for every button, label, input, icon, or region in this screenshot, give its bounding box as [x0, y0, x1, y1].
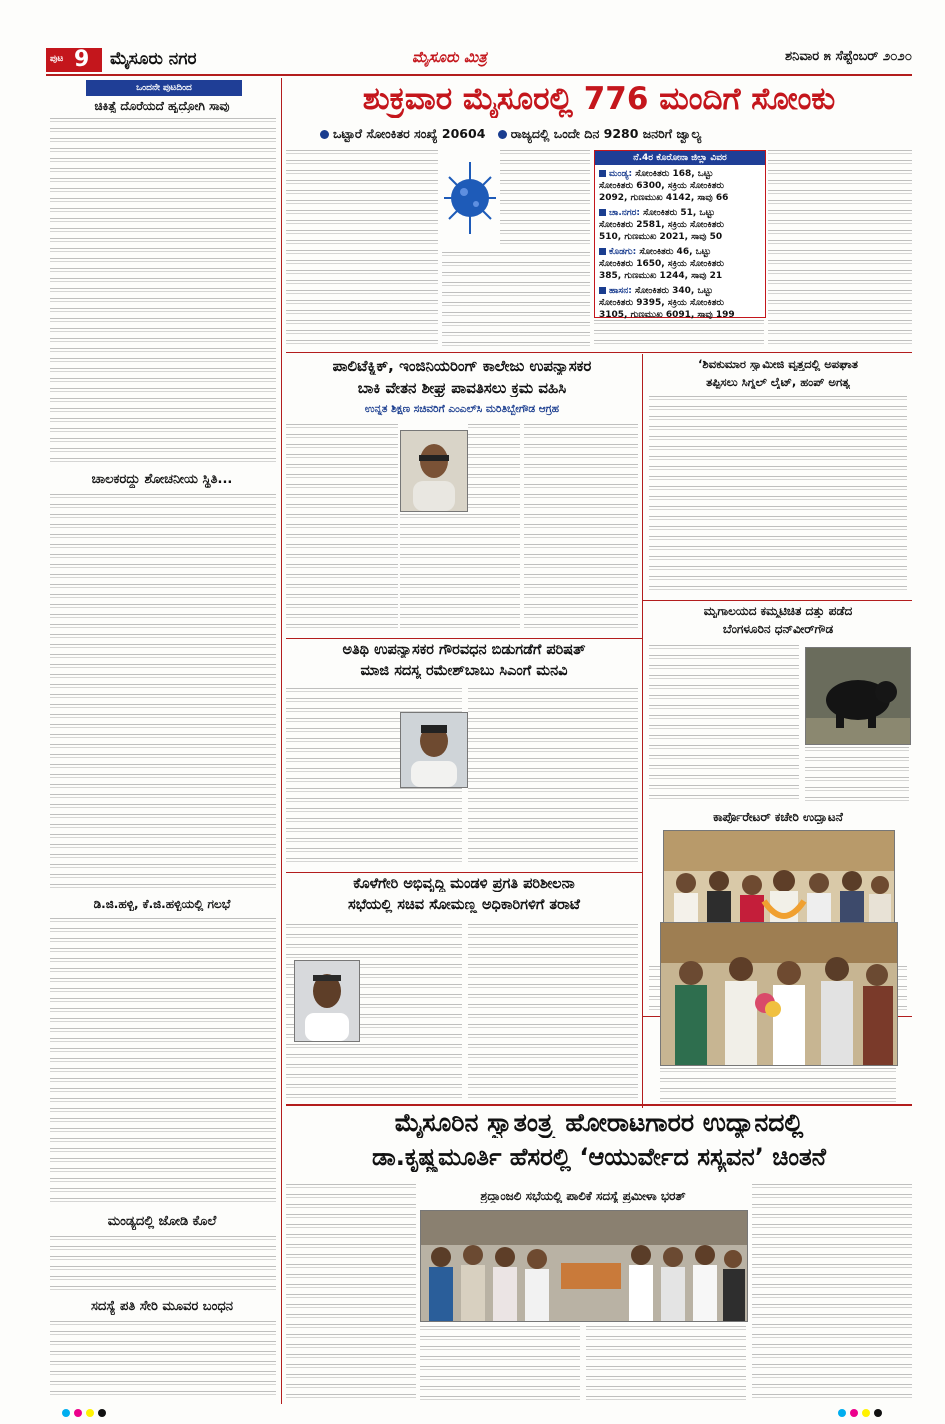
district-stats-box: [594, 150, 766, 318]
registration-mark: [850, 1409, 858, 1417]
rameshbabu-portrait: [400, 712, 468, 788]
zoo-title-1: ಮೃಗಾಲಯದ ಕಮ್ಮಟಿಚಿತ ದತ್ತು ಪಡೆದ: [703, 605, 853, 618]
stat-row: ಕೊಡಗು: ಸೋಂಕಿತರು 46, ಒಟ್ಟು ಸೋಂಕಿತರು 1650, ಸಕ್ರಿಯ ಸೋಂಕಿತರು 385, ಗುಣಮುಖ 1244, ಸಾವು 21: [599, 247, 725, 281]
masthead: [46, 46, 912, 74]
section-name: ಮೈಸೂರು ನಗರ: [110, 49, 197, 69]
bottom-body-col2: [420, 1326, 580, 1404]
story-body: [50, 1236, 276, 1294]
poly-body-col2: [400, 514, 520, 634]
story-body: [50, 494, 276, 890]
registration-mark: [838, 1409, 846, 1417]
registration-mark: [862, 1409, 870, 1417]
stat-row: ಹಾಸನ: ಸೋಂಕಿತರು 340, ಒಟ್ಟು ಸೋಂಕಿತರು 9395, ಸಕ್ರಿಯ ಸೋಂಕಿತರು 3105, ಗುಣಮುಖ 6091, ಸಾವು 199: [599, 286, 735, 320]
lead-headline-prefix: ಶುಕ್ರವಾರ ಮೈಸೂರಲ್ಲಿ: [362, 81, 584, 117]
corporator-title: ಕಾರ್ಪೊರೇಟರ್ ಕಚೇರಿ ಉದ್ಘಾಟನೆ: [713, 811, 843, 824]
story-body: [50, 918, 276, 1208]
tribute-title: ಶ್ರದ್ಧಾಂಜಲಿ ಸಭೆಯಲ್ಲಿ ಪಾಲಿಕೆ ಸದಸ್ಯೆ ಪ್ರಮೀಳಾ ಭರತ್: [480, 1190, 686, 1203]
lead-body-col4: [768, 150, 912, 346]
felicitation-caption: [660, 1068, 896, 1104]
page-label: ಪುಟ: [50, 54, 64, 64]
page-number-badge: [46, 48, 102, 72]
slum-title-1: ಕೊಳೆಗೇರಿ ಅಭಿವೃದ್ಧಿ ಮಂಡಳಿ ಪ್ರಗತಿ ಪರಿಶೀಲನಾ: [353, 876, 575, 892]
lecturers-title-2: ಮಾಜಿ ಸದಸ್ಯ ರಮೇಶ್‌ಬಾಬು ಸಿಎಂಗೆ ಮನವಿ: [360, 663, 568, 679]
stats-box-title: ನೆ.4ರ ಕೊರೋನಾ ಜಿಲ್ಲಾ ವಿವರ: [595, 151, 765, 165]
lead-headline-number: 776: [583, 81, 649, 117]
lead-body-col1: [286, 150, 438, 346]
poly-body-col2b: [468, 424, 520, 510]
zoo-title-2: ಬೆಂಗಳೂರಿನ ಧನ್‌ವೀರ್‌ಗೌಡ: [722, 623, 834, 636]
felicitation-photo: [660, 922, 898, 1066]
bottom-body-col3: [586, 1326, 746, 1404]
bottom-title-1: ಮೈಸೂರಿನ ಸ್ವಾತಂತ್ರ್ಯ ಹೋರಾಟಗಾರರ ಉದ್ಯಾನದಲ್ಲಿ: [394, 1108, 804, 1137]
poly-body-col3: [524, 424, 638, 634]
lead-body-col2b: [500, 150, 590, 250]
story-body: [50, 1321, 276, 1399]
bottom-body-col4: [752, 1184, 912, 1404]
registration-mark: [86, 1409, 94, 1417]
poly-headline-1: ಪಾಲಿಟೆಕ್ನಿಕ್, ಇಂಜಿನಿಯರಿಂಗ್ ಕಾಲೇಜು ಉಪನ್ಯಾಸಕರ: [332, 358, 592, 375]
story-title: ಮಂಡ್ಯದಲ್ಲಿ ಜೋಡಿ ಕೊಲೆ: [107, 1215, 217, 1229]
mlc-portrait: [400, 430, 468, 512]
tribute-photo: [420, 1210, 748, 1322]
minister-portrait: [294, 960, 360, 1042]
issue-date: ಶನಿವಾರ ೫ ಸೆಪ್ಟೆಂಬರ್ ೨೦೨೦: [784, 49, 912, 64]
registration-mark: [74, 1409, 82, 1417]
story-title: ಚಿಕಿತ್ಸೆ ದೊರೆಯದೆ ಹೃದ್ರೋಗಿ ಸಾವು: [94, 100, 230, 113]
story-title: ಸದಸ್ಯೆ ಪತಿ ಸೇರಿ ಮೂವರ ಬಂಧನ: [91, 1300, 233, 1314]
bullet-icon: [498, 130, 507, 139]
virus-illustration: [442, 150, 498, 248]
bear-photo: [805, 647, 911, 745]
zoo-body-2: [805, 747, 909, 805]
lead-sub-2: ರಾಜ್ಯದಲ್ಲಿ ಒಂದೇ ದಿನ 9280 ಜನರಿಗೆ ಜ್ವಾಲ್ಯ: [510, 126, 702, 141]
lead-body-col3: [594, 320, 764, 346]
poly-subhead: ಉನ್ನತ ಶಿಕ್ಷಣ ಸಚಿವರಿಗೆ ಎಂಎಲ್‌ಸಿ ಮರಿತಿಬ್ಬೇಗೌಡ ಆಗ್ರಹ: [364, 404, 560, 415]
poly-body-col1: [286, 424, 398, 634]
shivakumar-story: [642, 354, 912, 600]
bottom-title-2: ಡಾ.ಕೃಷ್ಣಮೂರ್ತಿ ಹೆಸರಲ್ಲಿ ‘ಆಯುರ್ವೇದ ಸಸ್ಯವನ’ ಚಿಂತನೆ: [371, 1143, 827, 1171]
bottom-body-col1: [286, 1184, 416, 1404]
lecturers-body-col2: [468, 688, 638, 868]
registration-mark: [874, 1409, 882, 1417]
story-title: ಡಿ.ಜಿ.ಹಳ್ಳಿ, ಕೆ.ಜಿ.ಹಳ್ಳಿಯಲ್ಲಿ ಗಲಭೆ: [93, 898, 231, 911]
lead-body-col2: [442, 252, 590, 346]
poly-headline-2: ಬಾಕಿ ವೇತನ ಶೀಘ್ರ ಪಾವತಿಸಲು ಕ್ರಮ ವಹಿಸಿ: [357, 380, 567, 397]
story-body: [50, 118, 276, 466]
registration-mark: [62, 1409, 70, 1417]
registration-mark: [98, 1409, 106, 1417]
shivakumar-title-1: ‘ಶಿವಕುಮಾರ ಸ್ವಾಮೀಜಿ ವೃತ್ತದಲ್ಲಿ ಅಪಘಾತ: [698, 358, 858, 371]
slum-body-col2: [468, 924, 638, 1100]
page-number: 9: [74, 47, 90, 72]
left-column: [46, 78, 282, 1404]
paper-name: ಮೈಸೂರು ಮಿತ್ರ: [412, 48, 487, 66]
bullet-icon: [320, 130, 329, 139]
lead-sub-1: ಒಟ್ಟಾರೆ ಸೋಂಕಿತರ ಸಂಖ್ಯೆ 20604: [333, 126, 486, 141]
stat-row: ಮಂಡ್ಯ: ಸೋಂಕಿತರು 168, ಒಟ್ಟು ಸೋಂಕಿತರು 6300, ಸಕ್ರಿಯ ಸೋಂಕಿತರು 2092, ಗುಣಮುಖ 4142, ಸಾವು 66: [599, 169, 729, 203]
lecturers-title-1: ಅತಿಥಿ ಉಪನ್ಯಾಸಕರ ಗೌರವಧನ ಬಿಡುಗಡೆಗೆ ಪರಿಷತ್: [342, 642, 586, 658]
zoo-story: [642, 600, 912, 808]
lead-headline: [286, 80, 912, 118]
lead-headline-suffix: ಮಂದಿಗೆ ಸೋಂಕು: [648, 81, 836, 117]
stat-row: ಚಾ.ನಗರ: ಸೋಂಕಿತರು 51, ಒಟ್ಟು ಸೋಂಕಿತರು 2581, ಸಕ್ರಿಯ ಸೋಂಕಿತರು 510, ಗುಣಮುಖ 2021, ಸಾವು 50: [599, 208, 725, 242]
slum-title-2: ಸಭೆಯಲ್ಲಿ ಸಚಿವ ಸೋಮಣ್ಣ ಅಧಿಕಾರಿಗಳಿಗೆ ತರಾಟೆ: [348, 897, 580, 913]
lead-subheads: [320, 126, 912, 146]
story-title: ಚಾಲಕರದ್ದು ಶೋಚನೀಯ ಸ್ಥಿತಿ...: [91, 473, 233, 487]
zoo-body: [649, 645, 799, 805]
continued-tag: ಒಂದನೇ ಪುಟದಿಂದ: [86, 80, 242, 96]
shivakumar-title-2: ತಪ್ಪಿಸಲು ಸಿಗ್ನಲ್ ಲೈಟ್, ಹಂಪ್ ಅಗತ್ಯ: [706, 376, 850, 389]
shivakumar-body: [649, 396, 907, 596]
